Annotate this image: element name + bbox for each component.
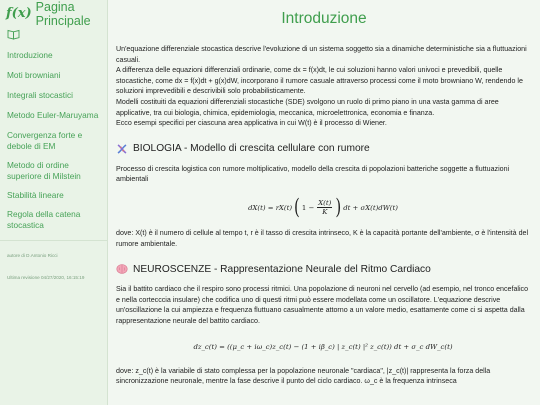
section-heading-neuroscenze xyxy=(116,262,530,276)
author-credit[interactable]: autore di D.Antonio Ricci xyxy=(7,253,58,258)
sidebar-item-euler-maruyama[interactable]: Metodo Euler-Maruyama xyxy=(7,110,99,120)
equation-left: dX(t) = rX(t) xyxy=(248,203,293,212)
intro-paragraph-1: Un'equazione differenziale stocastica descrive l'evoluzione di un sistema soggetto sia a dinamiche deterministiche sia a fluttuazioni casuali. xyxy=(116,45,527,64)
section-text: Sia il battito cardiaco che il respiro sono processi ritmici. Una popolazione di neuroni nel cervello (ad esempio, nel tronco encefalico e nella cortecccia insulare) che codifica uno di questi ritmi può essere modellata come un oscillatore. L'equazione descrive un'oscillazione la cui ampiezza e frequenza fluttuano casualmente attorno a un valore medio, esattamente come ci si aspetta dalla rappresentazione neurale del battito cardiaco. xyxy=(116,285,529,325)
sidebar-item-regola-catena[interactable]: Regola della catena stocastica xyxy=(7,209,81,230)
book-icon[interactable] xyxy=(7,29,20,40)
sidebar-item-introduzione[interactable]: Introduzione xyxy=(7,50,53,60)
sidebar-item-convergenza[interactable]: Convergenza forte e debole di EM xyxy=(7,130,83,151)
section-title: NEUROSCENZE - Rappresentazione Neurale del Ritmo Cardiaco xyxy=(133,263,431,275)
equation-full: dz_c(t) = ((μ_c + iω_c)z_c(t) − (1 + iβ_c) | z_c(t) |² z_c(t)) dt + σ_c dW_c(t) xyxy=(193,342,453,351)
section-explanation: dove: X(t) è il numero di cellule al tempo t, r è il tasso di crescita intrinseco, K è la capacità portante dell'ambiente, σ è l'intensità del rumore ambientale. xyxy=(116,228,529,248)
section-explanation: dove: z_c(t) è la variabile di stato complessa per la popolazione neuronale "cardiaca", |z_c(t)| rappresenta la forza della sincronizzazione neuronale, mentre la fase descrive il punto del ciclo cardiaco. ω_c è la frequenza intrinseca xyxy=(116,366,491,386)
sidebar-divider xyxy=(0,240,107,241)
section-title: BIOLOGIA - Modello di crescita cellulare con rumore xyxy=(133,143,370,155)
brand-name: Pagina Principale xyxy=(35,0,91,28)
equation-right: dt + σX(t)dW(t) xyxy=(343,203,398,212)
page-title: Introduzione xyxy=(281,10,367,27)
sidebar-nav xyxy=(0,50,107,231)
equation-oscillator xyxy=(116,334,530,360)
intro-paragraph-3: Modelli costituiti da equazioni differenziali stocastiche (SDE) svolgono un ruolo di primo piano in una vasta gamma di aree applicative, tra cui biologia, chimica, epidemiologia, meccanica, microelettronica, economia e finanza. xyxy=(116,97,499,117)
section-heading-biologia xyxy=(116,142,530,156)
intro-paragraph-2: A differenza delle equazioni differenziali ordinarie, come dx = f(x)dt, le cui soluzioni hanno valori univoci e prevedibili, quelle stocastiche, come dx = f(x)dt + g(x)dW, incorporano il rumore casuale attraverso processi come il moto browniano W, rendendo le soluzioni imprevedibili e descrivibili solo probabilisticamente. xyxy=(116,66,523,96)
intro-paragraph-4: Ecco esempi specifici per ciascuna area applicativa in cui W(t) è il processo di Wiener. xyxy=(116,119,387,128)
sidebar-item-milstein[interactable]: Metodo di ordine superiore di Milstein xyxy=(7,160,81,181)
equation-fraction: $\frac{X(t)}{K}$ xyxy=(318,199,332,217)
sidebar xyxy=(0,0,108,405)
brand-home-link[interactable] xyxy=(0,0,107,28)
section-text: Processo di crescita logistica con rumore moltiplicativo, modello della crescita di popolazioni batteriche soggette a fluttuazioni ambientali xyxy=(116,164,510,184)
last-updated: Ultima revisione 04/27/2020, 16:15:19 xyxy=(7,275,85,280)
sidebar-item-stabilita-lineare[interactable]: Stabilità lineare xyxy=(7,190,64,200)
sidebar-item-moti-browniani[interactable]: Moti browniani xyxy=(7,70,61,80)
main-content xyxy=(108,0,540,405)
sidebar-item-integrali-stocastici[interactable]: Integrali stocastici xyxy=(7,90,73,100)
brain-icon xyxy=(116,263,128,275)
dna-icon xyxy=(116,143,128,155)
function-logo-icon: f(x) xyxy=(6,6,32,21)
equation-logistic: dX(t) = rX(t) ( 1 − $\frac{X(t)}{K}$ ) dt + σX(t)dW(t) xyxy=(248,194,398,220)
